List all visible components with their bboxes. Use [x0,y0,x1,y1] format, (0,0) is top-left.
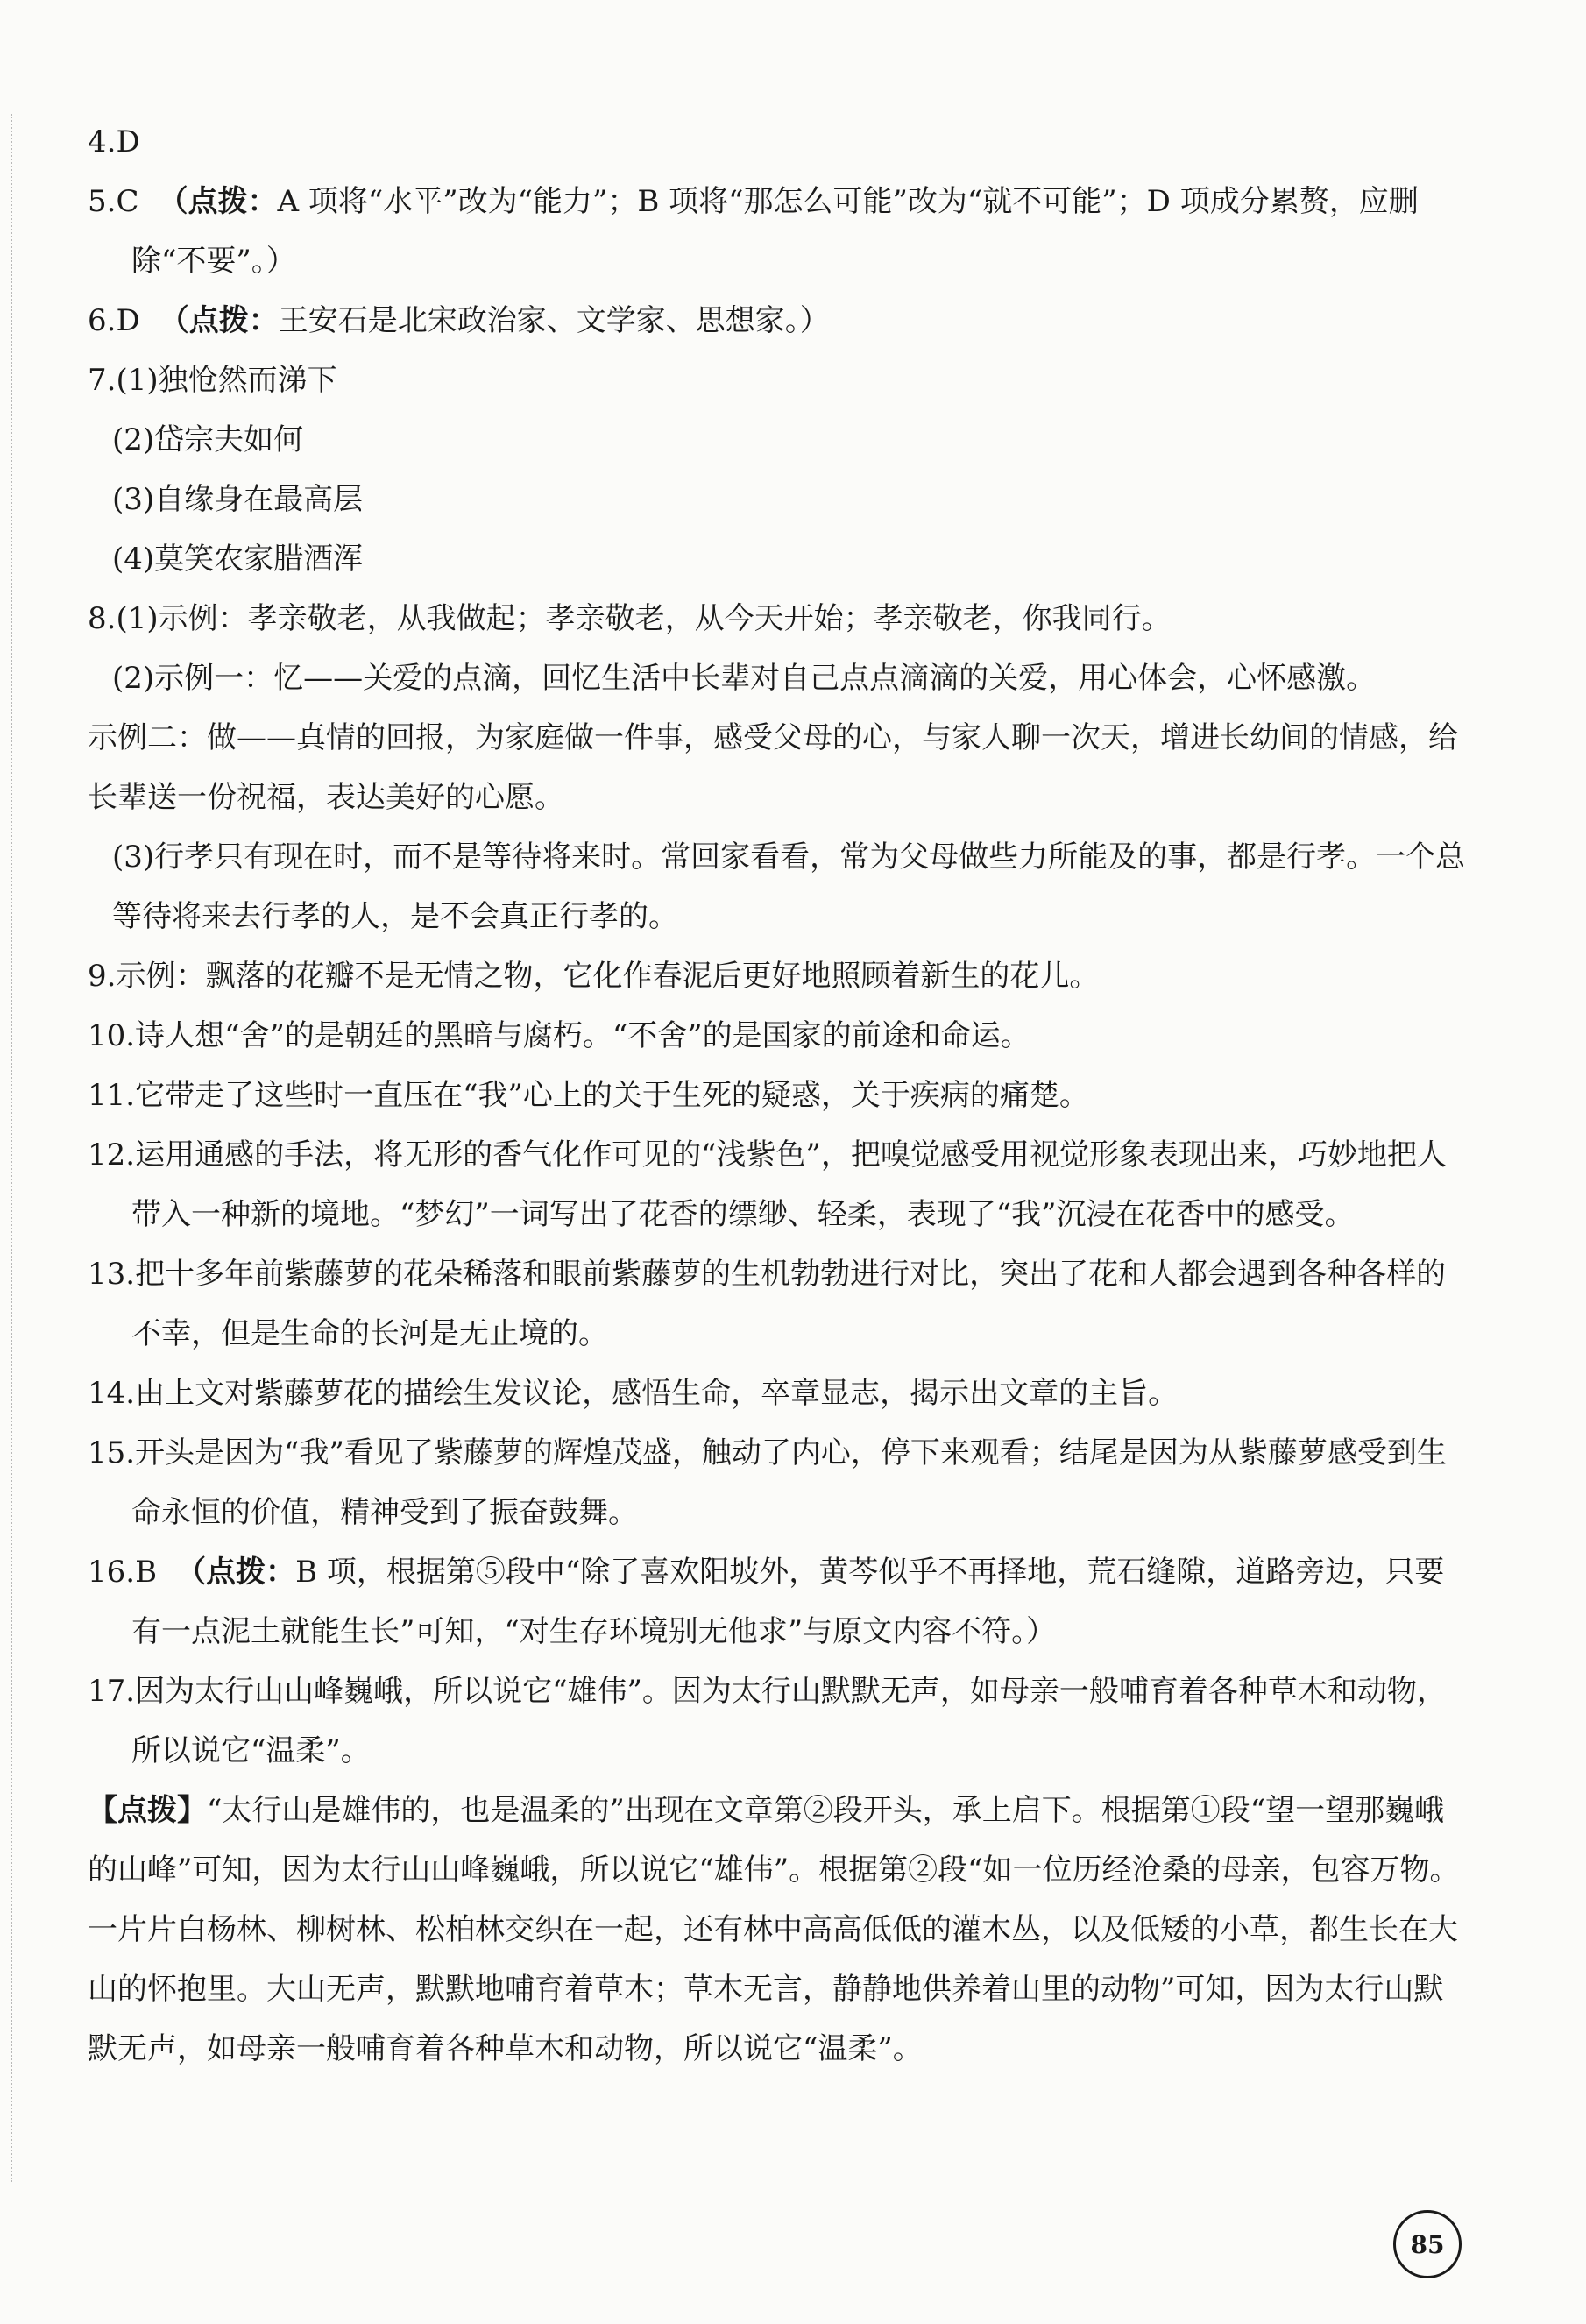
answer-17-hint: 【点拨】“太行山是雄伟的，也是温柔的”出现在文章第②段开头，承上启下。根据第①段“望一望那巍峨的山峰”可知，因为太行山山峰巍峨，所以说它“雄伟”。根据第②段“如一位历经沧桑的母亲，包容万物。一片片白杨林、柳树林、松柏林交织在一起，还有林中高高低低的灌木丛，以及低矮的小草，都生长在大山的怀抱里。大山无声，默默地哺育着草木；草木无言，静静地供养着山里的动物”可知，因为太行山默默无声，如母亲一般哺育着各种草木和动物，所以说它“温柔”。 [88,1793,1460,2066]
answer-8-3: (3)行孝只有现在时，而不是等待将来时。常回家看看，常为父母做些力所能及的事，都是行孝。一个总等待将来去行孝的人，是不会真正行孝的。 [112,840,1466,934]
page-number: 85 [1393,2210,1462,2278]
answer-8-2b: 示例二：做——真情的回报，为家庭做一件事，感受父母的心，与家人聊一次天，增进长幼间的情感，给长辈送一份祝福，表达美好的心愿。 [88,720,1458,815]
answer-5: 5.C （点拨：A 项将“水平”改为“能力”；B 项将“那怎么可能”改为“就不可能”；D 项成分累赘，应删除“不要”。） [88,184,1419,279]
answer-7-3: (3)自缘身在最高层 [112,482,364,517]
answer-7-4: (4)莫笑农家腊酒浑 [112,542,364,577]
answer-text [88,112,1472,2079]
answer-10: 10.诗人想“舍”的是朝廷的黑暗与腐朽。“不舍”的是国家的前途和命运。 [88,1018,1030,1053]
answer-15: 15.开头是因为“我”看见了紫藤萝的辉煌茂盛，触动了内心，停下来观看；结尾是因为从紫藤萝感受到生命永恒的价值，精神受到了振奋鼓舞。 [88,1435,1447,1530]
answer-4: 4.D [88,124,140,159]
answer-17: 17.因为太行山山峰巍峨，所以说它“雄伟”。因为太行山默默无声，如母亲一般哺育着各种草木和动物，所以说它“温柔”。 [88,1674,1447,1768]
answer-6: 6.D （点拨：王安石是北宋政治家、文学家、思想家。） [88,303,830,338]
answer-12: 12.运用通感的手法，将无形的香气化作可见的“浅紫色”，把嗅觉感受用视觉形象表现出来，巧妙地把人带入一种新的境地。“梦幻”一词写出了花香的缥缈、轻柔，表现了“我”沉浸在花香中的感受。 [88,1137,1447,1232]
answer-16: 16.B （点拨：B 项，根据第⑤段中“除了喜欢阳坡外，黄芩似乎不再择地，荒石缝隙，道路旁边，只要有一点泥土就能生长”可知，“对生存环境别无他求”与原文内容不符。） [88,1555,1445,1649]
answer-7-2: (2)岱宗夫如何 [112,422,304,457]
answer-9: 9.示例：飘落的花瓣不是无情之物，它化作春泥后更好地照顾着新生的花儿。 [88,959,1100,994]
answer-13: 13.把十多年前紫藤萝的花朵稀落和眼前紫藤萝的生机勃勃进行对比，突出了花和人都会遇到各种各样的不幸，但是生命的长河是无止境的。 [88,1257,1447,1351]
answer-7-1: 7.(1)独怆然而涕下 [88,363,337,398]
answer-8-1: 8.(1)示例：孝亲敬老，从我做起；孝亲敬老，从今天开始；孝亲敬老，你我同行。 [88,601,1172,636]
answer-14: 14.由上文对紫藤萝花的描绘生发议论，感悟生命，卒章显志，揭示出文章的主旨。 [88,1376,1179,1411]
margin-guide [11,114,12,2182]
answer-11: 11.它带走了这些时一直压在“我”心上的关于生死的疑惑，关于疾病的痛楚。 [88,1078,1089,1113]
answer-8-2: (2)示例一：忆——关爱的点滴，回忆生活中长辈对自己点点滴滴的关爱，用心体会，心怀感激。 [112,661,1377,696]
